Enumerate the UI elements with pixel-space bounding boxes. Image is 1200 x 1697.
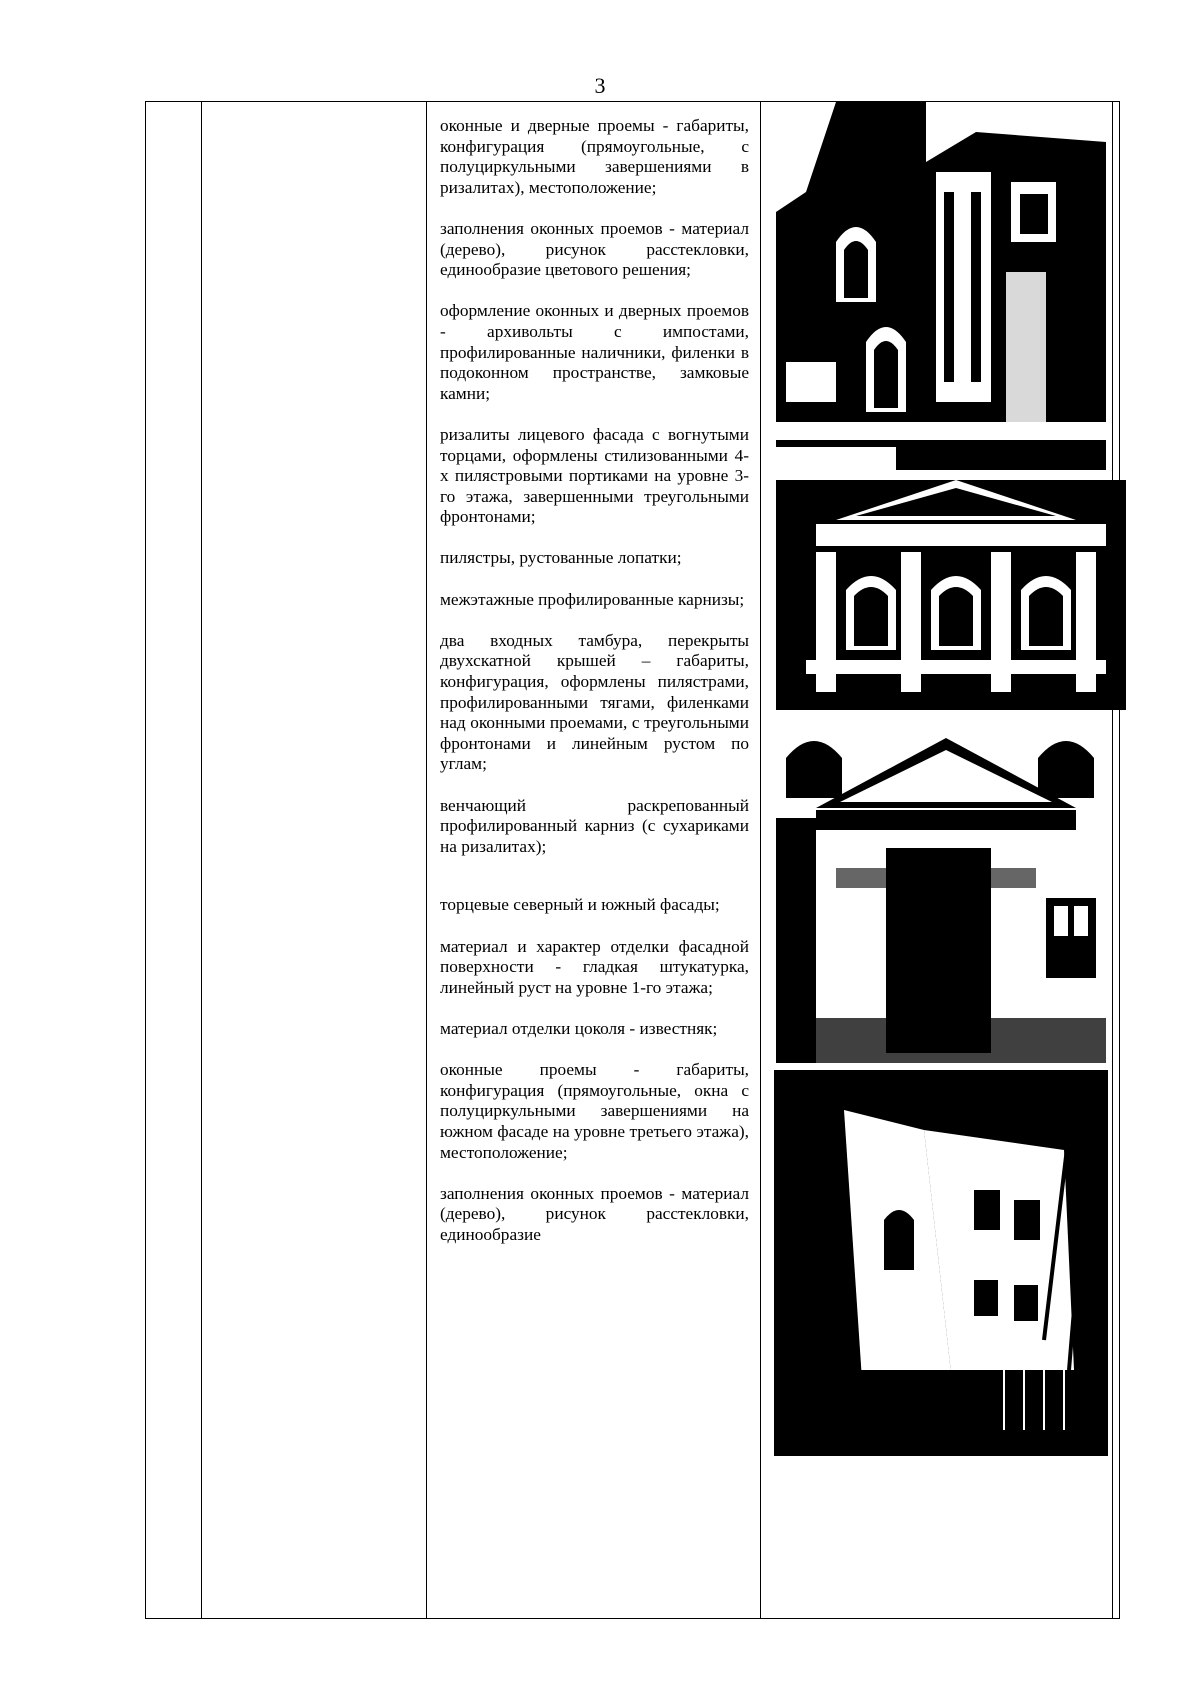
description-column <box>440 116 749 1266</box>
paragraph: венчающий раскрепованный профилированный карниз (с сухариками на ризалитах); <box>440 795 749 856</box>
paragraph: заполнения оконных проемов - материал (дерево), рисунок расстекловки, единообразие цветового решения; <box>440 218 749 280</box>
paragraph: межэтажные профилированные карнизы; <box>440 589 745 609</box>
paragraph: торцевые северный и южный фасады; <box>440 895 720 915</box>
photo-facade-corner <box>776 102 1106 470</box>
paragraph: оконные проемы - габариты, конфигурация (прямоугольные, окна с полуциркульными завершениями на южном фасаде на уровне третьего этажа), местоположение; <box>440 1060 749 1162</box>
photo-end-facade <box>774 1070 1108 1456</box>
page-number: 3 <box>594 73 606 98</box>
paragraph: оформление оконных и дверных проемов - архивольты с импостами, профилированные наличники, филенки в подоконном пространстве, замковые камни; <box>440 301 749 403</box>
photo-risalit-portico <box>776 480 1126 710</box>
paragraph: пилястры, рустованные лопатки; <box>440 548 682 568</box>
table-column-divider <box>201 102 202 1618</box>
paragraph: заполнения оконных проемов - материал (дерево), рисунок расстекловки, единообразие <box>440 1183 749 1244</box>
paragraph: материал и характер отделки фасадной поверхности - гладкая штукатурка, линейный руст на уровне 1-го этажа; <box>440 936 749 997</box>
paragraph: материал отделки цоколя - известняк; <box>440 1018 718 1038</box>
table-column-divider <box>760 102 761 1618</box>
paragraph: ризалиты лицевого фасада с вогнутыми торцами, оформлены стилизованными 4-х пилястровыми портиками на уровне 3-го этажа, завершенными треугольными фронтонами; <box>440 424 749 527</box>
table-column-divider <box>1112 102 1113 1618</box>
paragraph: оконные и дверные проемы - габариты, конфигурация (прямоугольные, с полуциркульными завершениями в ризалитах), местоположение; <box>440 116 749 197</box>
paragraph: два входных тамбура, перекрыты двухскатной крышей – габариты, конфигурация, оформлены пилястрами, профилированными тягами, филенками над оконными проемами, с треугольными фронтонами и линейным рустом по углам; <box>440 630 749 774</box>
table-column-divider <box>426 102 427 1618</box>
document-table <box>145 101 1120 1619</box>
photo-entrance-vestibule <box>776 718 1106 1063</box>
